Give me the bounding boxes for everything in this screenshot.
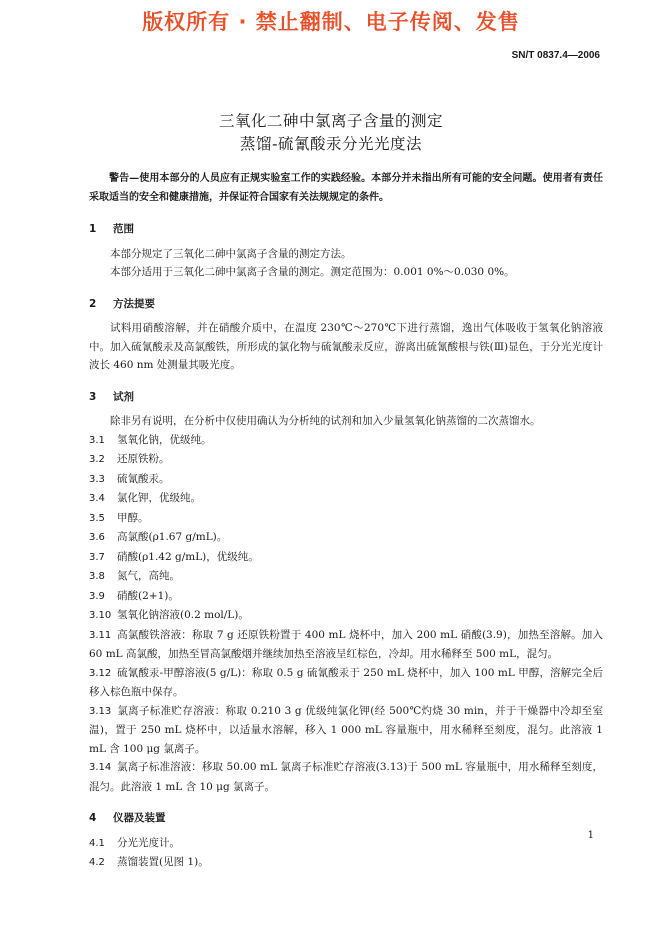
reagent-item bbox=[89, 567, 603, 587]
reagent-item bbox=[89, 528, 603, 548]
item-number: 3.4 bbox=[89, 493, 105, 504]
item-number: 4.1 bbox=[89, 837, 105, 849]
section-number: 1 bbox=[89, 223, 97, 235]
item-number: 3.1 bbox=[89, 434, 105, 446]
item-number: 3.2 bbox=[89, 454, 105, 465]
item-number: 3.9 bbox=[89, 590, 105, 602]
item-text: 高氯酸铁溶液：称取 7 g 还原铁粉置于 400 mL 烧杯中，加入 200 mL 硝酸(3.9)，加热至溶解。加入 60 mL 高氯酸，加热至冒高氯酸烟并继续加热至溶液呈红棕色，冷却。用水稀释至 500 mL，混匀。 bbox=[89, 628, 603, 660]
section-heading-reagents bbox=[89, 388, 603, 407]
section-number: 2 bbox=[89, 297, 97, 310]
document-body bbox=[89, 170, 603, 873]
copyright-banner: 版权所有 · 禁止翻制、电子传阅、发售 bbox=[142, 10, 520, 34]
item-text: 硝酸(2+1)。 bbox=[117, 589, 179, 602]
item-text: 还原铁粉。 bbox=[117, 453, 170, 465]
item-text: 硝酸(ρ1.42 g/mL)，优级纯。 bbox=[117, 550, 259, 563]
apparatus-item bbox=[89, 834, 603, 854]
paragraph: 本部分规定了三氧化二砷中氯离子含量的测定方法。 bbox=[110, 247, 352, 260]
reagent-item bbox=[89, 489, 603, 509]
section-number: 4 bbox=[89, 812, 97, 824]
section-heading-apparatus bbox=[89, 809, 603, 828]
standard-number: SN/T 0837.4—2006 bbox=[511, 50, 600, 61]
item-text: 硫氰酸汞-甲醇溶液(5 g/L)：称取 0.5 g 硫氰酸汞于 250 mL 烧杯中，加入 100 mL 甲醇，溶解完全后移入棕色瓶中保存。 bbox=[89, 666, 603, 698]
item-number: 3.3 bbox=[89, 473, 105, 485]
paragraph: 试料用硝酸溶解，并在硝酸介质中，在温度 230℃～270℃下进行蒸馏，逸出气体吸收于氢氧化钠溶液中。加入硫氰酸汞及高氯酸铁，所形成的氯化物与硫氰酸汞反应，游离出硫氰酸根与铁(Ⅲ)显色，于分光光度计波长 460 nm 处测量其吸光度。 bbox=[89, 322, 603, 371]
section-title: 方法提要 bbox=[113, 297, 155, 310]
reagent-item bbox=[89, 509, 603, 529]
reagent-item bbox=[89, 606, 603, 626]
item-number: 3.8 bbox=[89, 571, 105, 582]
document-subtitle: 蒸馏-硫氰酸汞分光光度法 bbox=[239, 135, 423, 153]
section-title: 范围 bbox=[113, 223, 134, 235]
reagent-item bbox=[89, 548, 603, 568]
item-number: 3.6 bbox=[89, 532, 105, 543]
paragraph: 本部分适用于三氧化二砷中氯离子含量的测定。测定范围为：0.001 0%～0.030 0%。 bbox=[110, 266, 515, 278]
apparatus-item bbox=[89, 853, 603, 873]
item-text: 氢氧化钠，优级纯。 bbox=[117, 433, 212, 446]
document-title: 三氧化二砷中氯离子含量的测定 bbox=[218, 112, 443, 130]
item-number: 3.12 bbox=[89, 667, 112, 679]
reagent-item bbox=[89, 470, 603, 490]
reagent-item bbox=[89, 431, 603, 451]
item-text: 氢氧化钠溶液(0.2 mol/L)。 bbox=[117, 609, 249, 621]
item-number: 3.10 bbox=[89, 610, 112, 621]
reagent-item bbox=[89, 702, 603, 759]
item-text: 甲醇。 bbox=[117, 511, 149, 524]
item-text: 氮气，高纯。 bbox=[117, 570, 180, 582]
page-number: 1 bbox=[587, 830, 594, 841]
item-text: 氯离子标准溶液：移取 50.00 mL 氯离子标准贮存溶液(3.13)于 500 mL 容量瓶中，用水稀释至刻度，混匀。此溶液 1 mL 含 10 μg 氯离子。 bbox=[89, 761, 603, 793]
reagent-item bbox=[89, 758, 603, 796]
item-number: 4.2 bbox=[89, 857, 105, 868]
reagent-item bbox=[89, 450, 603, 470]
item-number: 3.7 bbox=[89, 551, 105, 563]
reagent-item bbox=[89, 664, 603, 702]
reagent-item bbox=[89, 626, 603, 664]
item-number: 3.5 bbox=[89, 512, 105, 524]
item-number: 3.13 bbox=[89, 705, 112, 717]
item-text: 氯化钾，优级纯。 bbox=[117, 492, 201, 504]
item-text: 氯离子标准贮存溶液：称取 0.210 3 g 优级纯氯化钾(经 500℃灼烧 30 min，并于干燥器中冷却至室温)，置于 250 mL 烧杯中，以适量水溶解，移入 1 000 mL 容量瓶中，用水稀释至刻度，混匀。此溶液 1 mL 含 100 μg 氯离子。 bbox=[89, 704, 603, 755]
section-title: 试剂 bbox=[113, 390, 134, 403]
safety-warning: 警告—使用本部分的人员应有正规实验室工作的实践经验。本部分并未指出所有可能的安全问题。使用者有责任采取适当的安全和健康措施，并保证符合国家有关法规规定的条件。 bbox=[89, 173, 603, 203]
item-number: 3.11 bbox=[89, 629, 112, 641]
section-title: 仪器及装置 bbox=[113, 812, 166, 824]
section-heading-method-summary bbox=[89, 295, 603, 314]
item-number: 3.14 bbox=[89, 762, 112, 773]
item-text: 高氯酸(ρ1.67 g/mL)。 bbox=[117, 531, 228, 543]
section-number: 3 bbox=[89, 390, 97, 403]
reagent-item bbox=[89, 587, 603, 607]
paragraph: 除非另有说明，在分析中仅使用确认为分析纯的试剂和加入少量氢氧化钠蒸馏的二次蒸馏水。 bbox=[110, 415, 541, 427]
item-text: 分光光度计。 bbox=[117, 836, 180, 849]
item-text: 蒸馏装置(见图 1)。 bbox=[117, 856, 209, 868]
section-heading-scope bbox=[89, 220, 603, 239]
item-text: 硫氰酸汞。 bbox=[117, 472, 170, 485]
